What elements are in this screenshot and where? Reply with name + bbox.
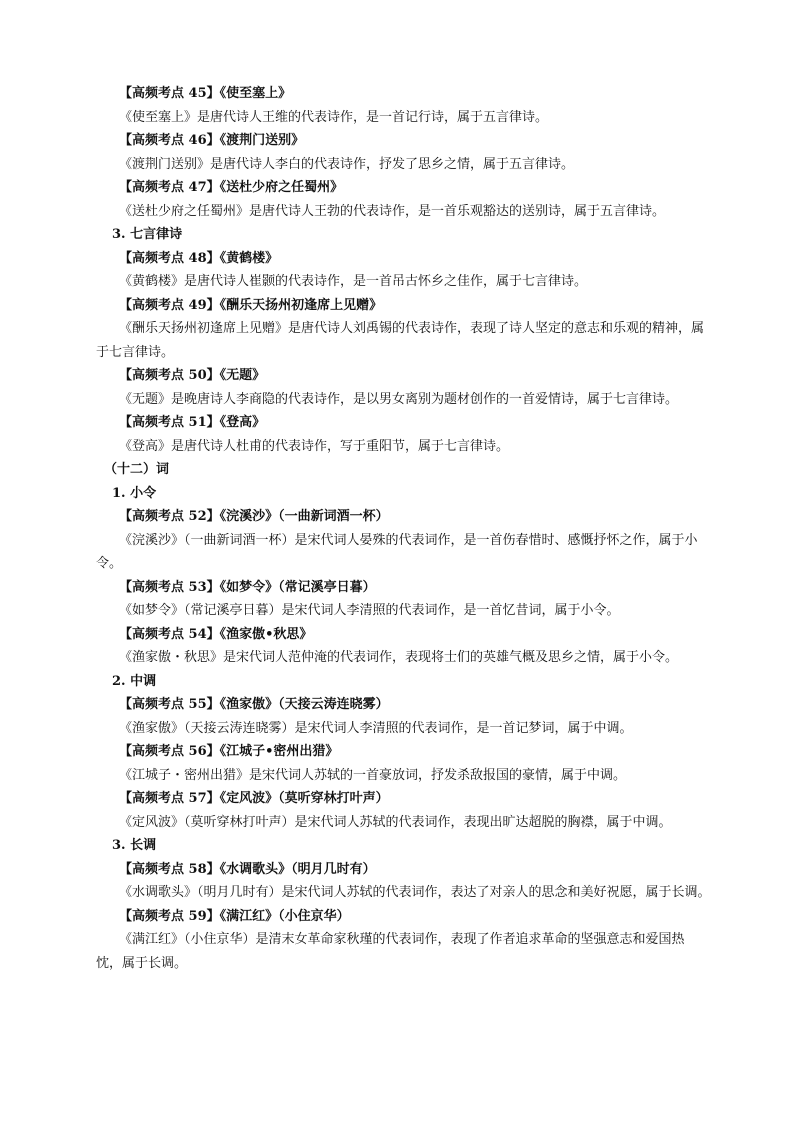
topic-heading: 【高频考点 52】《浣溪沙》（一曲新词酒一杯） <box>119 509 389 524</box>
topic-heading: 【高频考点 51】《登高》 <box>119 415 266 430</box>
topic-heading: 【高频考点 46】《渡荆门送别》 <box>119 133 305 148</box>
topic-description: 《无题》是晚唐诗人李商隐的代表诗作，是以男女离别为题材创作的一首爱情诗，属于七言律诗。 <box>119 391 679 407</box>
topic-description: 《渔家傲》（天接云涛连晓雾）是宋代词人李清照的代表词作，是一首记梦词，属于中调。 <box>119 720 633 736</box>
topic-description: 《江城子・密州出猎》是宋代词人苏轼的一首豪放词，抒发杀敌报国的豪情，属于中调。 <box>119 767 627 783</box>
topic-heading: 【高频考点 47】《送杜少府之任蜀州》 <box>119 180 344 195</box>
topic-description: 《定风波》（莫听穿林打叶声）是宋代词人苏轼的代表词作，表现出旷达超脱的胸襟，属于中调。 <box>119 814 672 830</box>
topic-description: 《水调歌头》（明月几时有）是宋代词人苏轼的代表词作，表达了对亲人的思念和美好祝愿，属于长调。 <box>119 885 711 900</box>
topic-heading: 【高频考点 49】《酬乐天扬州初逢席上见赠》 <box>119 297 383 313</box>
topic-heading: 【高频考点 56】《江城子•密州出猎》 <box>119 744 339 759</box>
topic-heading: 【高频考点 58】《水调歌头》（明月几时有） <box>119 861 376 877</box>
section-title: （十二）词 <box>104 462 170 477</box>
topic-heading: 【高频考点 45】《使至塞上》 <box>119 86 292 101</box>
topic-description: 《酬乐天扬州初逢席上见赠》是唐代诗人刘禹锡的代表诗作，表现了诗人坚定的意志和乐观的精神，属于七言律诗。 <box>96 321 705 360</box>
subsection-title: 3. 长调 <box>112 838 157 853</box>
topic-description: 《浣溪沙》（一曲新词酒一杯）是宋代词人晏殊的代表词作，是一首伤春惜时、感慨抒怀之作，属于小令。 <box>96 532 698 571</box>
topic-description: 《渔家傲・秋思》是宋代词人范仲淹的代表词作，表现将士们的英雄气概及思乡之情，属于小令。 <box>119 650 679 665</box>
subsection-title: 3. 七言律诗 <box>112 227 183 242</box>
topic-heading: 【高频考点 48】《黄鹤楼》 <box>119 250 279 266</box>
topic-heading: 【高频考点 53】《如梦令》（常记溪亭日暮） <box>119 579 376 595</box>
topic-description: 《渡荆门送别》是唐代诗人李白的代表诗作，抒发了思乡之情，属于五言律诗。 <box>119 156 575 172</box>
topic-description: 《如梦令》（常记溪亭日暮）是宋代词人李清照的代表词作，是一首忆昔词，属于小令。 <box>119 603 620 618</box>
topic-heading: 【高频考点 57】《定风波》（莫听穿林打叶声） <box>119 791 389 806</box>
topic-heading: 【高频考点 55】《渔家傲》（天接云涛连晓雾） <box>119 697 389 712</box>
topic-description: 《使至塞上》是唐代诗人王维的代表诗作，是一首记行诗，属于五言律诗。 <box>119 109 549 125</box>
topic-description: 《送杜少府之任蜀州》是唐代诗人王勃的代表诗作，是一首乐观豁达的送别诗，属于五言律诗。 <box>119 203 666 219</box>
topic-heading: 【高频考点 59】《满江红》（小住京华） <box>119 908 350 924</box>
topic-description: 《黄鹤楼》是唐代诗人崔颢的代表诗作，是一首吊古怀乡之佳作，属于七言律诗。 <box>119 274 588 289</box>
topic-description: 《满江红》（小住京华）是清末女革命家秋瑾的代表词作，表现了作者追求革命的坚强意志和爱国热忱，属于长调。 <box>96 932 685 971</box>
subsection-title: 1. 小令 <box>112 485 157 501</box>
topic-heading: 【高频考点 54】《渔家傲•秋思》 <box>119 626 313 642</box>
topic-description: 《登高》是唐代诗人杜甫的代表诗作，写于重阳节，属于七言律诗。 <box>119 438 510 454</box>
topic-heading: 【高频考点 50】《无题》 <box>119 368 266 383</box>
subsection-title: 2. 中调 <box>112 673 157 689</box>
